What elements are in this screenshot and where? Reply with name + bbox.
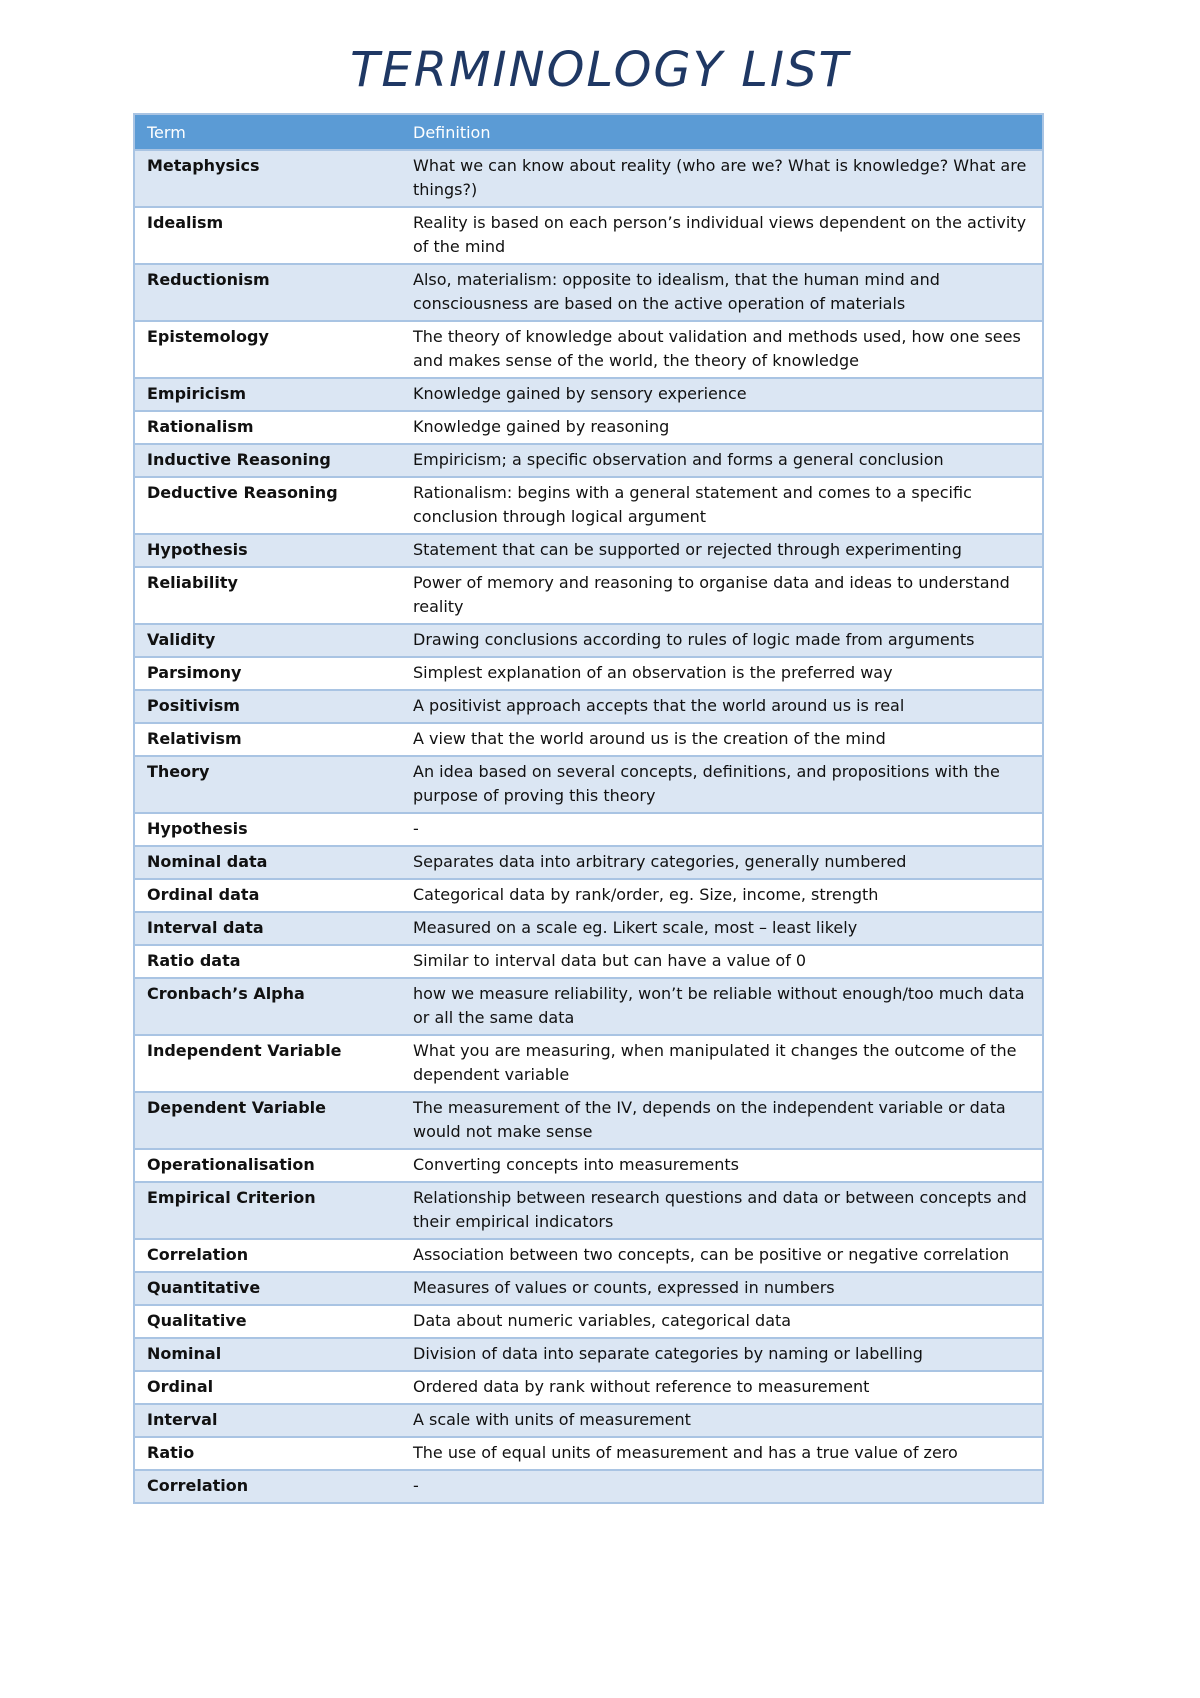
table-row xyxy=(134,624,1043,657)
table-row xyxy=(134,1182,1043,1239)
table-row xyxy=(134,879,1043,912)
table-row xyxy=(134,411,1043,444)
table-row xyxy=(134,1149,1043,1182)
definition-cell: Data about numeric variables, categorical data xyxy=(401,1305,1043,1338)
term-cell: Correlation xyxy=(134,1470,401,1503)
table-row xyxy=(134,567,1043,624)
definition-cell: Measures of values or counts, expressed in numbers xyxy=(401,1272,1043,1305)
term-cell: Theory xyxy=(134,756,401,813)
table-row xyxy=(134,912,1043,945)
term-cell: Operationalisation xyxy=(134,1149,401,1182)
table-row xyxy=(134,264,1043,321)
table-row xyxy=(134,846,1043,879)
term-cell: Independent Variable xyxy=(134,1035,401,1092)
table-row xyxy=(134,813,1043,846)
term-cell: Dependent Variable xyxy=(134,1092,401,1149)
term-cell: Metaphysics xyxy=(134,150,401,207)
term-cell: Interval xyxy=(134,1404,401,1437)
term-cell: Ratio data xyxy=(134,945,401,978)
definition-cell: The measurement of the IV, depends on the independent variable or data would not make sense xyxy=(401,1092,1043,1149)
definition-cell: how we measure reliability, won’t be reliable without enough/too much data or all the same data xyxy=(401,978,1043,1035)
table-row xyxy=(134,534,1043,567)
definition-cell: The use of equal units of measurement and has a true value of zero xyxy=(401,1437,1043,1470)
term-cell: Hypothesis xyxy=(134,534,401,567)
term-cell: Ordinal xyxy=(134,1371,401,1404)
term-cell: Ratio xyxy=(134,1437,401,1470)
table-row xyxy=(134,444,1043,477)
table-row xyxy=(134,207,1043,264)
term-cell: Cronbach’s Alpha xyxy=(134,978,401,1035)
table-header-row xyxy=(134,114,1043,150)
definition-cell: Separates data into arbitrary categories, generally numbered xyxy=(401,846,1043,879)
table-row xyxy=(134,756,1043,813)
definition-cell: - xyxy=(401,813,1043,846)
definition-cell: Reality is based on each person’s individual views dependent on the activity of the mind xyxy=(401,207,1043,264)
table-row xyxy=(134,1404,1043,1437)
table-row xyxy=(134,1092,1043,1149)
definition-cell: A view that the world around us is the creation of the mind xyxy=(401,723,1043,756)
definition-cell: - xyxy=(401,1470,1043,1503)
term-cell: Ordinal data xyxy=(134,879,401,912)
table-body xyxy=(134,150,1043,1503)
definition-cell: The theory of knowledge about validation and methods used, how one sees and makes sense of the world, the theory of knowledge xyxy=(401,321,1043,378)
definition-cell: Association between two concepts, can be positive or negative correlation xyxy=(401,1239,1043,1272)
term-cell: Validity xyxy=(134,624,401,657)
definition-cell: Power of memory and reasoning to organise data and ideas to understand reality xyxy=(401,567,1043,624)
term-cell: Interval data xyxy=(134,912,401,945)
definition-cell: Converting concepts into measurements xyxy=(401,1149,1043,1182)
header-term: Term xyxy=(134,114,401,150)
table-row xyxy=(134,321,1043,378)
definition-cell: A positivist approach accepts that the world around us is real xyxy=(401,690,1043,723)
terminology-table xyxy=(133,113,1044,1504)
table-row xyxy=(134,1305,1043,1338)
term-cell: Empirical Criterion xyxy=(134,1182,401,1239)
table-row xyxy=(134,657,1043,690)
table-row xyxy=(134,1239,1043,1272)
definition-cell: Ordered data by rank without reference to measurement xyxy=(401,1371,1043,1404)
definition-cell: What you are measuring, when manipulated it changes the outcome of the dependent variable xyxy=(401,1035,1043,1092)
definition-cell: An idea based on several concepts, definitions, and propositions with the purpose of proving this theory xyxy=(401,756,1043,813)
term-cell: Epistemology xyxy=(134,321,401,378)
table-row xyxy=(134,378,1043,411)
table-row xyxy=(134,1338,1043,1371)
term-cell: Hypothesis xyxy=(134,813,401,846)
term-cell: Positivism xyxy=(134,690,401,723)
table-row xyxy=(134,1437,1043,1470)
table-row xyxy=(134,723,1043,756)
table-row xyxy=(134,945,1043,978)
table-row xyxy=(134,1470,1043,1503)
table-row xyxy=(134,978,1043,1035)
table-row xyxy=(134,1371,1043,1404)
definition-cell: Knowledge gained by reasoning xyxy=(401,411,1043,444)
definition-cell: Drawing conclusions according to rules of logic made from arguments xyxy=(401,624,1043,657)
definition-cell: Similar to interval data but can have a value of 0 xyxy=(401,945,1043,978)
term-cell: Quantitative xyxy=(134,1272,401,1305)
definition-cell: Rationalism: begins with a general statement and comes to a specific conclusion through logical argument xyxy=(401,477,1043,534)
definition-cell: A scale with units of measurement xyxy=(401,1404,1043,1437)
table-row xyxy=(134,690,1043,723)
table-row xyxy=(134,150,1043,207)
definition-cell: Categorical data by rank/order, eg. Size, income, strength xyxy=(401,879,1043,912)
term-cell: Qualitative xyxy=(134,1305,401,1338)
definition-cell: What we can know about reality (who are we? What is knowledge? What are things?) xyxy=(401,150,1043,207)
table-row xyxy=(134,477,1043,534)
term-cell: Rationalism xyxy=(134,411,401,444)
term-cell: Inductive Reasoning xyxy=(134,444,401,477)
term-cell: Reliability xyxy=(134,567,401,624)
term-cell: Idealism xyxy=(134,207,401,264)
definition-cell: Also, materialism: opposite to idealism, that the human mind and consciousness are based on the active operation of materials xyxy=(401,264,1043,321)
table-row xyxy=(134,1272,1043,1305)
term-cell: Deductive Reasoning xyxy=(134,477,401,534)
term-cell: Empiricism xyxy=(134,378,401,411)
table-row xyxy=(134,1035,1043,1092)
term-cell: Correlation xyxy=(134,1239,401,1272)
term-cell: Relativism xyxy=(134,723,401,756)
definition-cell: Statement that can be supported or rejected through experimenting xyxy=(401,534,1043,567)
definition-cell: Simplest explanation of an observation is the preferred way xyxy=(401,657,1043,690)
definition-cell: Measured on a scale eg. Likert scale, most – least likely xyxy=(401,912,1043,945)
definition-cell: Knowledge gained by sensory experience xyxy=(401,378,1043,411)
term-cell: Reductionism xyxy=(134,264,401,321)
term-cell: Parsimony xyxy=(134,657,401,690)
header-definition: Definition xyxy=(401,114,1043,150)
definition-cell: Division of data into separate categories by naming or labelling xyxy=(401,1338,1043,1371)
definition-cell: Empiricism; a specific observation and forms a general conclusion xyxy=(401,444,1043,477)
definition-cell: Relationship between research questions and data or between concepts and their empirical indicators xyxy=(401,1182,1043,1239)
term-cell: Nominal xyxy=(134,1338,401,1371)
page-title: TERMINOLOGY LIST xyxy=(350,42,850,98)
term-cell: Nominal data xyxy=(134,846,401,879)
